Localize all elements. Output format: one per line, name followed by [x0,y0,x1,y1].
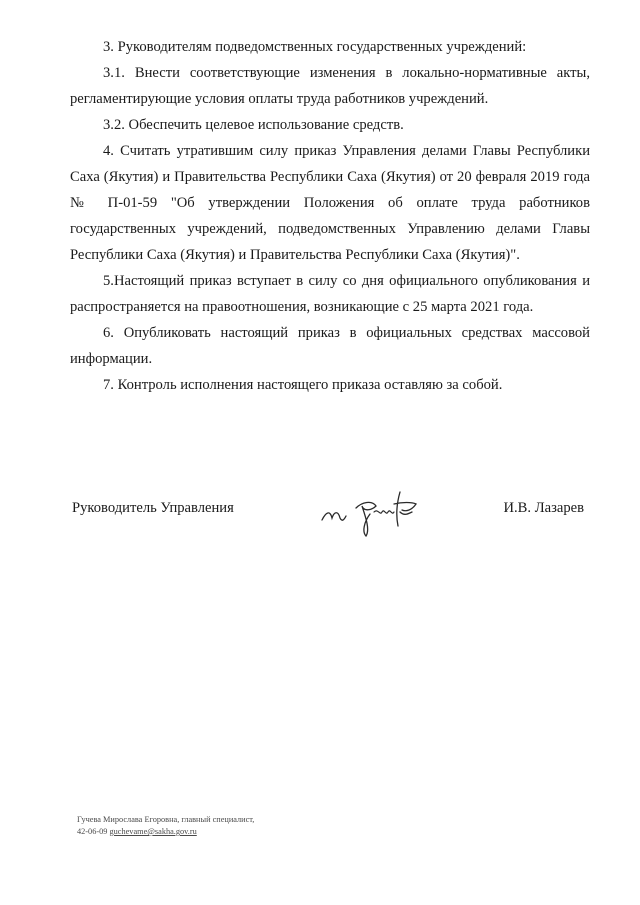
executor-name: Гучева Мирослава Егоровна, главный специалист, [77,815,255,824]
paragraph-5: 5.Настоящий приказ вступает в силу со дня официального опубликования и распространяется на правоотношения, возникающие с 25 марта 2021 года. [70,273,590,315]
executor-phone: 42-06-09 [77,827,108,836]
paragraph-3: 3. Руководителям подведомственных государственных учреждений: [103,39,527,55]
signatory-name: И.В. Лазарев [503,500,584,516]
executor-email[interactable]: guchevame@sakha.gov.ru [109,827,197,836]
paragraph-7: 7. Контроль исполнения настоящего приказа оставляю за собой. [103,377,503,393]
paragraph-3-2: 3.2. Обеспечить целевое использование средств. [103,117,404,133]
signature-block [72,496,592,546]
paragraph-3-1: 3.1. Внести соответствующие изменения в локально-нормативные акты, регламентирующие условия оплаты труда работников учреждений. [70,65,590,107]
executor-footer [77,814,377,838]
paragraph-6: 6. Опубликовать настоящий приказ в официальных средствах массовой информации. [70,325,590,367]
paragraph-4: 4. Считать утратившим силу приказ Управления делами Главы Республики Саха (Якутия) и Правительства Республики Саха (Якутия) от 20 февраля 2019 года № П-01-59 "Об утверждении Положения об оплате труда работников государственных учреждений, подведомственных Управлению делами Главы Республики Саха (Якутия) и Правительства Республики Саха (Якутия)". [70,143,590,263]
executor-contacts [77,826,377,838]
handwritten-signature [316,482,436,542]
document-body [70,34,590,398]
signatory-title: Руководитель Управления [72,500,234,516]
